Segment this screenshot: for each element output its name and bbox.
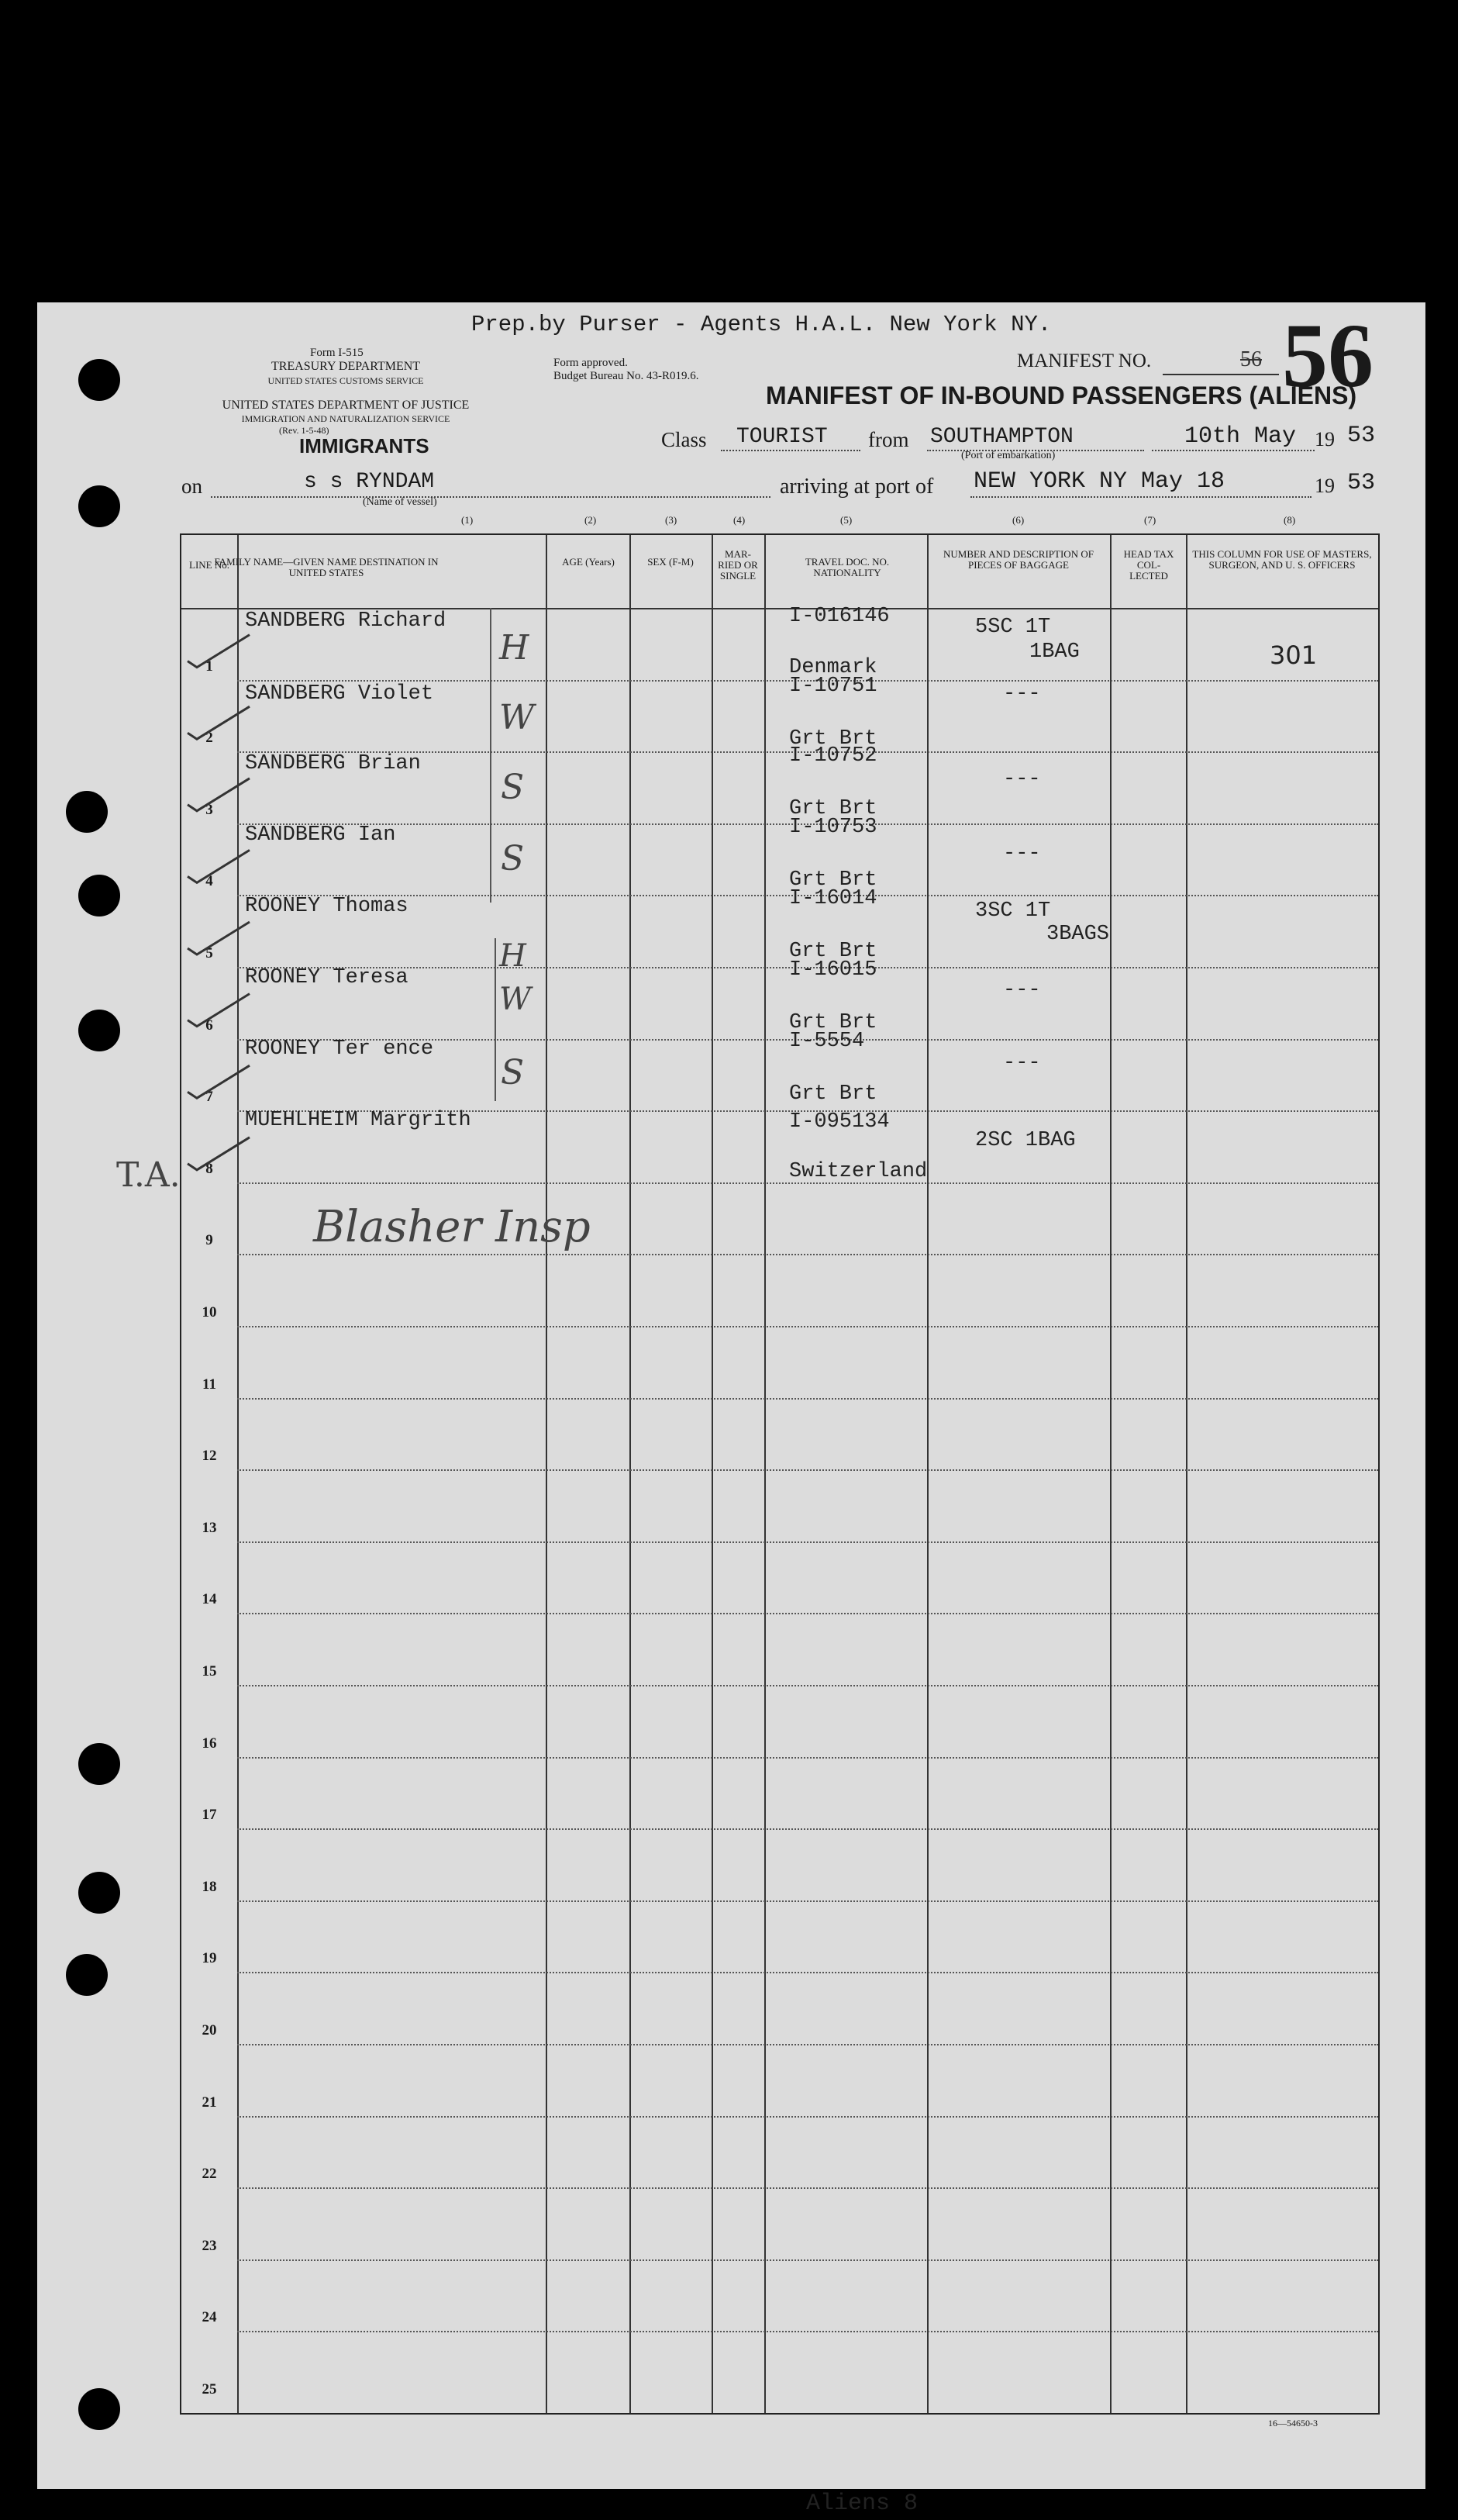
nationality: Denmark	[789, 656, 877, 679]
officer-note: 301	[1270, 640, 1318, 670]
nationality: Grt Brt	[789, 1011, 877, 1034]
passenger-name: SANDBERG Richard	[245, 609, 446, 633]
line-number: 21	[202, 2094, 217, 2111]
column-number: (2)	[584, 514, 597, 526]
manifest-number-label: MANIFEST NO.	[1017, 350, 1152, 371]
vessel-name: s s RYNDAM	[304, 470, 435, 494]
travel-doc: I-5554	[789, 1030, 865, 1053]
row-divider	[237, 1757, 1378, 1759]
nationality: Grt Brt	[789, 1082, 877, 1106]
passenger-name: SANDBERG Ian	[245, 823, 396, 847]
footer-code: 16—54650-3	[1268, 2418, 1318, 2429]
binder-hole	[78, 1743, 120, 1785]
row-divider	[237, 2259, 1378, 2261]
budget-bureau: Budget Bureau No. 43-R019.6.	[553, 370, 699, 382]
margin-note: T.A.	[116, 1155, 181, 1195]
line-number: 2	[205, 730, 213, 747]
justice-label: UNITED STATES DEPARTMENT OF JUSTICE	[222, 399, 470, 412]
check-mark	[188, 778, 250, 811]
check-marks	[180, 533, 335, 1216]
column-number: (6)	[1012, 514, 1025, 526]
column-number: (5)	[840, 514, 853, 526]
nationality: Grt Brt	[789, 727, 877, 751]
line-number: 18	[202, 1878, 217, 1895]
port-caption: (Port of embarkation)	[961, 450, 1056, 461]
binder-hole	[78, 359, 120, 401]
nationality: Switzerland	[789, 1160, 928, 1183]
form-number: Form I-515	[310, 347, 364, 359]
line-number: 22	[202, 2166, 217, 2183]
baggage: ---	[1003, 768, 1041, 791]
check-mark	[188, 850, 250, 882]
baggage: ---	[1003, 682, 1041, 706]
footer-note: Aliens 8	[806, 2491, 919, 2517]
line-number: 8	[205, 1160, 213, 1177]
binder-hole	[66, 1954, 108, 1996]
col-header-married: MAR-RIED OR SINGLE	[718, 548, 758, 582]
line-number: 4	[205, 873, 213, 890]
arrival-port: NEW YORK NY May 18	[974, 468, 1225, 495]
line-number: 14	[202, 1591, 217, 1608]
passenger-name: MUEHLHEIM Margrith	[245, 1109, 471, 1132]
line-number: 11	[202, 1376, 216, 1393]
line-number: 23	[202, 2237, 217, 2254]
line-number: 5	[205, 945, 213, 961]
check-mark	[188, 706, 250, 739]
binder-hole	[78, 875, 120, 917]
family-mark: H	[499, 628, 529, 668]
family-mark: W	[499, 698, 535, 737]
col-header-age: AGE (Years)	[562, 556, 615, 568]
form-approved: Form approved.	[553, 357, 628, 369]
ins-label: IMMIGRATION AND NATURALIZATION SERVICE	[241, 413, 450, 424]
row-divider	[237, 1469, 1378, 1471]
travel-doc: I-16015	[789, 958, 877, 982]
col-header-line: LINE No.	[189, 559, 229, 571]
line-number: 10	[202, 1304, 217, 1320]
passenger-name: SANDBERG Brian	[245, 752, 421, 775]
travel-doc: I-16014	[789, 887, 877, 910]
passenger-name: ROONEY Thomas	[245, 895, 408, 918]
vessel-caption: (Name of vessel)	[363, 496, 437, 508]
family-mark: S	[501, 768, 525, 807]
binder-hole	[78, 1872, 120, 1914]
baggage-extra: 3BAGS	[1046, 923, 1110, 946]
row-divider	[237, 1685, 1378, 1686]
family-mark: S	[501, 1053, 525, 1093]
baggage: ---	[1003, 842, 1041, 865]
line-number: 12	[202, 1448, 217, 1465]
line-number: 25	[202, 2381, 217, 2397]
column-number: (8)	[1284, 514, 1296, 526]
col-header-baggage: NUMBER AND DESCRIPTION OF PIECES OF BAGGAGE	[943, 548, 1094, 571]
travel-doc: I-095134	[789, 1110, 890, 1134]
row-divider	[237, 1828, 1378, 1830]
manifest-title: MANIFEST OF IN-BOUND PASSENGERS (ALIENS)	[766, 381, 1357, 409]
manifest-number-stamp: 56	[1282, 305, 1374, 406]
column-number: (4)	[733, 514, 746, 526]
class-label: Class	[661, 428, 707, 451]
row-divider	[237, 2116, 1378, 2118]
row-divider	[237, 1326, 1378, 1327]
departure-date: 10th May	[1184, 423, 1297, 450]
column-number: (7)	[1144, 514, 1156, 526]
passenger-name: ROONEY Teresa	[245, 966, 408, 989]
manifest-number-struck: 56	[1240, 347, 1262, 371]
family-mark: W	[499, 982, 532, 1017]
year-prefix: 19	[1315, 428, 1335, 450]
check-mark	[188, 922, 250, 954]
col-header-sex: SEX (F-M)	[647, 556, 694, 568]
col-header-travel-doc: TRAVEL DOC. NO. NATIONALITY	[805, 556, 890, 578]
travel-doc: I-016146	[789, 605, 890, 628]
check-mark	[188, 635, 250, 668]
baggage: 3SC 1T	[975, 899, 1051, 923]
from-value: SOUTHAMPTON	[930, 425, 1074, 449]
binder-hole	[78, 1010, 120, 1051]
travel-doc: I-10753	[789, 816, 877, 839]
on-label: on	[181, 475, 202, 498]
inspector-signature: Blasher Insp	[313, 1202, 591, 1252]
prepared-by-line: Prep.by Purser - Agents H.A.L. New York NY.	[471, 312, 1052, 337]
passenger-name: ROONEY Ter ence	[245, 1037, 434, 1061]
year2-value: 53	[1347, 470, 1376, 496]
passenger-table	[180, 533, 1380, 2415]
row-divider	[237, 1900, 1378, 1902]
row-divider	[237, 1541, 1378, 1543]
row-divider	[237, 2044, 1378, 2045]
baggage: ---	[1003, 979, 1041, 1002]
passenger-name: SANDBERG Violet	[245, 682, 434, 706]
baggage: ---	[1003, 1051, 1041, 1075]
line-number: 7	[205, 1089, 213, 1106]
check-mark	[188, 1065, 250, 1098]
baggage-extra: 1BAG	[1029, 640, 1080, 664]
line-number: 6	[205, 1017, 213, 1034]
row-divider	[237, 1972, 1378, 1973]
line-number: 15	[202, 1663, 217, 1679]
line-number: 24	[202, 2309, 217, 2326]
year2-prefix: 19	[1315, 475, 1335, 497]
family-mark: S	[501, 839, 525, 879]
binder-hole	[66, 791, 108, 833]
from-label: from	[868, 428, 909, 451]
line-number: 3	[205, 801, 213, 818]
family-mark: H	[499, 938, 526, 974]
col-header-head-tax: HEAD TAX COL-LECTED	[1123, 548, 1174, 582]
line-number: 20	[202, 2022, 217, 2038]
binder-hole	[78, 485, 120, 527]
rev-label: (Rev. 1-5-48)	[279, 425, 329, 436]
line-number: 13	[202, 1519, 217, 1536]
treasury-label: TREASURY DEPARTMENT	[271, 360, 421, 373]
travel-doc: I-10752	[789, 744, 877, 768]
column-number: (3)	[665, 514, 677, 526]
customs-label: UNITED STATES CUSTOMS SERVICE	[267, 375, 424, 386]
class-value: TOURIST	[736, 425, 828, 449]
nationality: Grt Brt	[789, 940, 877, 963]
row-divider	[237, 1398, 1378, 1400]
row-divider	[237, 2187, 1378, 2189]
category-label: IMMIGRANTS	[299, 434, 429, 457]
line-number: 16	[202, 1735, 217, 1752]
line-number: 1	[205, 658, 213, 675]
nationality: Grt Brt	[789, 797, 877, 820]
travel-doc: I-10751	[789, 675, 877, 698]
line-number: 17	[202, 1807, 217, 1824]
col-header-officers: THIS COLUMN FOR USE OF MASTERS, SURGEON, AND U. S. OFFICERS	[1192, 548, 1372, 571]
line-number: 9	[205, 1232, 213, 1249]
year-value: 53	[1347, 423, 1376, 449]
row-divider	[237, 1254, 1378, 1255]
baggage: 2SC 1BAG	[975, 1129, 1076, 1152]
column-number: (1)	[461, 514, 474, 526]
row-divider	[237, 1613, 1378, 1614]
line-number: 19	[202, 1950, 217, 1967]
binder-hole	[78, 2388, 120, 2430]
baggage: 5SC 1T	[975, 616, 1051, 639]
nationality: Grt Brt	[789, 868, 877, 892]
arriving-label: arriving at port of	[780, 475, 934, 499]
check-mark	[188, 994, 250, 1027]
col-header-name: FAMILY NAME—GIVEN NAME DESTINATION IN UNITED STATES	[214, 556, 439, 578]
row-divider	[237, 2331, 1378, 2332]
check-mark	[188, 1137, 250, 1170]
